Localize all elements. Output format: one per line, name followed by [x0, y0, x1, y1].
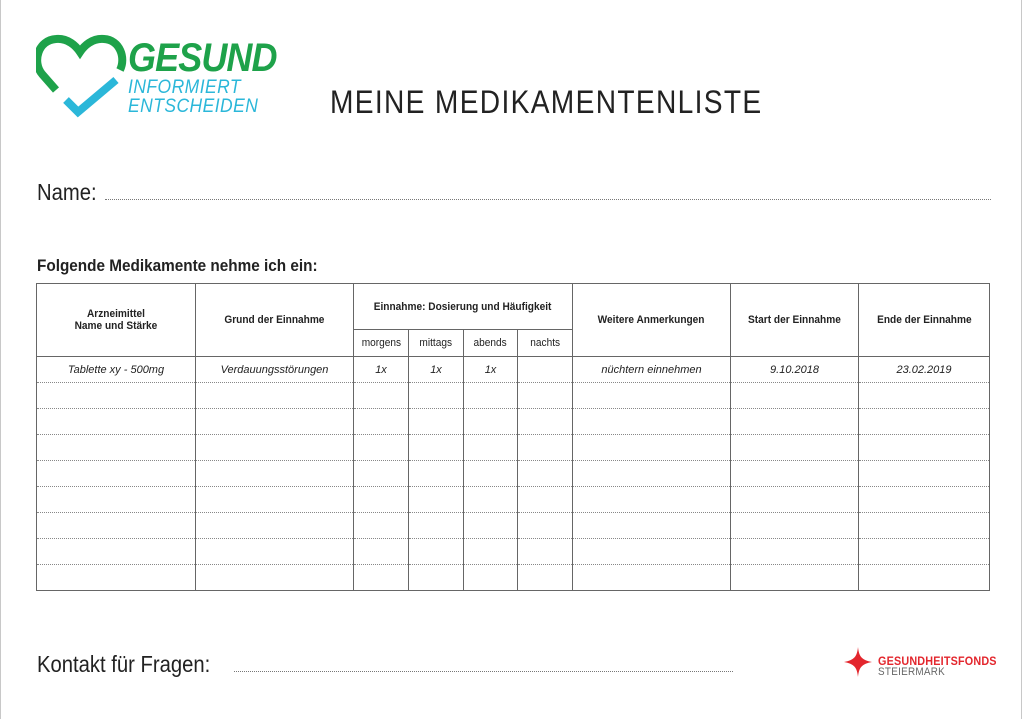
page-edge-left: [0, 0, 1, 719]
table-row: [37, 513, 990, 539]
cell-medicine[interactable]: [37, 487, 196, 513]
cell-start[interactable]: 9.10.2018: [731, 357, 859, 383]
name-label: Name:: [37, 179, 97, 205]
name-row: [37, 176, 991, 206]
cell-start[interactable]: [731, 513, 859, 539]
table-row: [37, 435, 990, 461]
cell-medicine[interactable]: [37, 435, 196, 461]
header-nachts: nachts: [518, 330, 573, 357]
contact-label: Kontakt für Fragen:: [37, 651, 211, 677]
star-icon: [843, 646, 873, 678]
cell-medicine[interactable]: Tablette xy - 500mg: [37, 357, 196, 383]
cell-notes[interactable]: [573, 435, 731, 461]
cell-nachts[interactable]: [518, 383, 573, 409]
table-row: [37, 487, 990, 513]
cell-morgens[interactable]: [354, 383, 409, 409]
cell-start[interactable]: [731, 383, 859, 409]
cell-mittags[interactable]: [409, 487, 464, 513]
cell-end[interactable]: [859, 487, 990, 513]
gesundheitsfonds-sub: STEIERMARK: [878, 666, 946, 678]
cell-medicine[interactable]: [37, 539, 196, 565]
gesund-informiert-entscheiden-logo: [36, 34, 286, 118]
header-abends: abends: [464, 330, 518, 357]
contact-row: [37, 648, 733, 678]
cell-medicine[interactable]: [37, 383, 196, 409]
cell-morgens[interactable]: [354, 435, 409, 461]
table-row: [37, 539, 990, 565]
cell-end[interactable]: [859, 435, 990, 461]
cell-abends[interactable]: [464, 513, 518, 539]
cell-mittags[interactable]: [409, 461, 464, 487]
cell-end[interactable]: 23.02.2019: [859, 357, 990, 383]
header-medicine-line2: Name und Stärke: [74, 320, 158, 332]
header-end: Ende der Einnahme: [859, 284, 990, 357]
cell-notes[interactable]: [573, 383, 731, 409]
cell-medicine[interactable]: [37, 409, 196, 435]
cell-mittags[interactable]: [409, 383, 464, 409]
gesundheitsfonds-name: GESUNDHEITSFONDS: [878, 654, 997, 668]
cell-morgens[interactable]: [354, 539, 409, 565]
cell-nachts[interactable]: [518, 357, 573, 383]
cell-notes[interactable]: nüchtern einnehmen: [573, 357, 731, 383]
cell-reason[interactable]: [196, 461, 354, 487]
header-notes: Weitere Anmerkungen: [573, 284, 731, 357]
header-mittags: mittags: [409, 330, 464, 357]
cell-morgens[interactable]: [354, 461, 409, 487]
header-morgens: morgens: [354, 330, 409, 357]
cell-end[interactable]: [859, 461, 990, 487]
cell-reason[interactable]: [196, 539, 354, 565]
cell-start[interactable]: [731, 565, 859, 591]
cell-mittags[interactable]: [409, 565, 464, 591]
cell-abends[interactable]: [464, 461, 518, 487]
table-row: [37, 383, 990, 409]
table-row: [37, 565, 990, 591]
cell-mittags[interactable]: 1x: [409, 357, 464, 383]
cell-abends[interactable]: [464, 565, 518, 591]
header-medicine-line1: Arzneimittel: [87, 308, 145, 320]
cell-nachts[interactable]: [518, 409, 573, 435]
logo-subline-2: ENTSCHEIDEN: [128, 96, 259, 117]
cell-morgens[interactable]: 1x: [354, 357, 409, 383]
cell-end[interactable]: [859, 565, 990, 591]
table-row: [37, 461, 990, 487]
cell-abends[interactable]: [464, 539, 518, 565]
cell-morgens[interactable]: [354, 513, 409, 539]
section-heading: Folgende Medikamente nehme ich ein:: [37, 256, 318, 275]
cell-abends[interactable]: [464, 435, 518, 461]
header-dosage-group: Einnahme: Dosierung und Häufigkeit: [354, 284, 573, 330]
cell-nachts[interactable]: [518, 513, 573, 539]
cell-end[interactable]: [859, 383, 990, 409]
cell-reason[interactable]: [196, 513, 354, 539]
cell-end[interactable]: [859, 539, 990, 565]
cell-nachts[interactable]: [518, 461, 573, 487]
cell-reason[interactable]: [196, 409, 354, 435]
cell-reason[interactable]: Verdauungsstörungen: [196, 357, 354, 383]
contact-field[interactable]: [234, 671, 733, 672]
cell-notes[interactable]: [573, 539, 731, 565]
cell-medicine[interactable]: [37, 461, 196, 487]
logo-subline-1: INFORMIERT: [128, 77, 242, 98]
cell-start[interactable]: [731, 539, 859, 565]
cell-start[interactable]: [731, 487, 859, 513]
cell-end[interactable]: [859, 513, 990, 539]
cell-abends[interactable]: [464, 383, 518, 409]
cell-mittags[interactable]: [409, 435, 464, 461]
cell-abends[interactable]: 1x: [464, 357, 518, 383]
table-row: [37, 409, 990, 435]
cell-notes[interactable]: [573, 513, 731, 539]
cell-morgens[interactable]: [354, 565, 409, 591]
cell-medicine[interactable]: [37, 565, 196, 591]
cell-reason[interactable]: [196, 487, 354, 513]
heart-check-icon: [36, 34, 128, 118]
cell-reason[interactable]: [196, 565, 354, 591]
medication-table: [36, 283, 990, 591]
cell-mittags[interactable]: [409, 539, 464, 565]
table-row: [37, 357, 990, 383]
cell-reason[interactable]: [196, 383, 354, 409]
logo-word: GESUND: [128, 36, 277, 80]
cell-reason[interactable]: [196, 435, 354, 461]
name-field[interactable]: [105, 199, 991, 200]
cell-notes[interactable]: [573, 487, 731, 513]
header-start: Start der Einnahme: [731, 284, 859, 357]
page-edge-right: [1021, 0, 1022, 719]
cell-morgens[interactable]: [354, 409, 409, 435]
cell-notes[interactable]: [573, 409, 731, 435]
cell-mittags[interactable]: [409, 513, 464, 539]
header-medicine: [37, 284, 196, 357]
cell-end[interactable]: [859, 409, 990, 435]
cell-notes[interactable]: [573, 461, 731, 487]
cell-abends[interactable]: [464, 487, 518, 513]
cell-notes[interactable]: [573, 565, 731, 591]
cell-nachts[interactable]: [518, 565, 573, 591]
header-reason: Grund der Einnahme: [196, 284, 354, 357]
cell-nachts[interactable]: [518, 539, 573, 565]
cell-medicine[interactable]: [37, 513, 196, 539]
cell-start[interactable]: [731, 461, 859, 487]
page-title: MEINE MEDIKAMENTENLISTE: [330, 84, 763, 120]
cell-start[interactable]: [731, 435, 859, 461]
cell-start[interactable]: [731, 409, 859, 435]
cell-mittags[interactable]: [409, 409, 464, 435]
cell-abends[interactable]: [464, 409, 518, 435]
cell-nachts[interactable]: [518, 487, 573, 513]
gesundheitsfonds-logo: [843, 646, 997, 680]
cell-morgens[interactable]: [354, 487, 409, 513]
cell-nachts[interactable]: [518, 435, 573, 461]
